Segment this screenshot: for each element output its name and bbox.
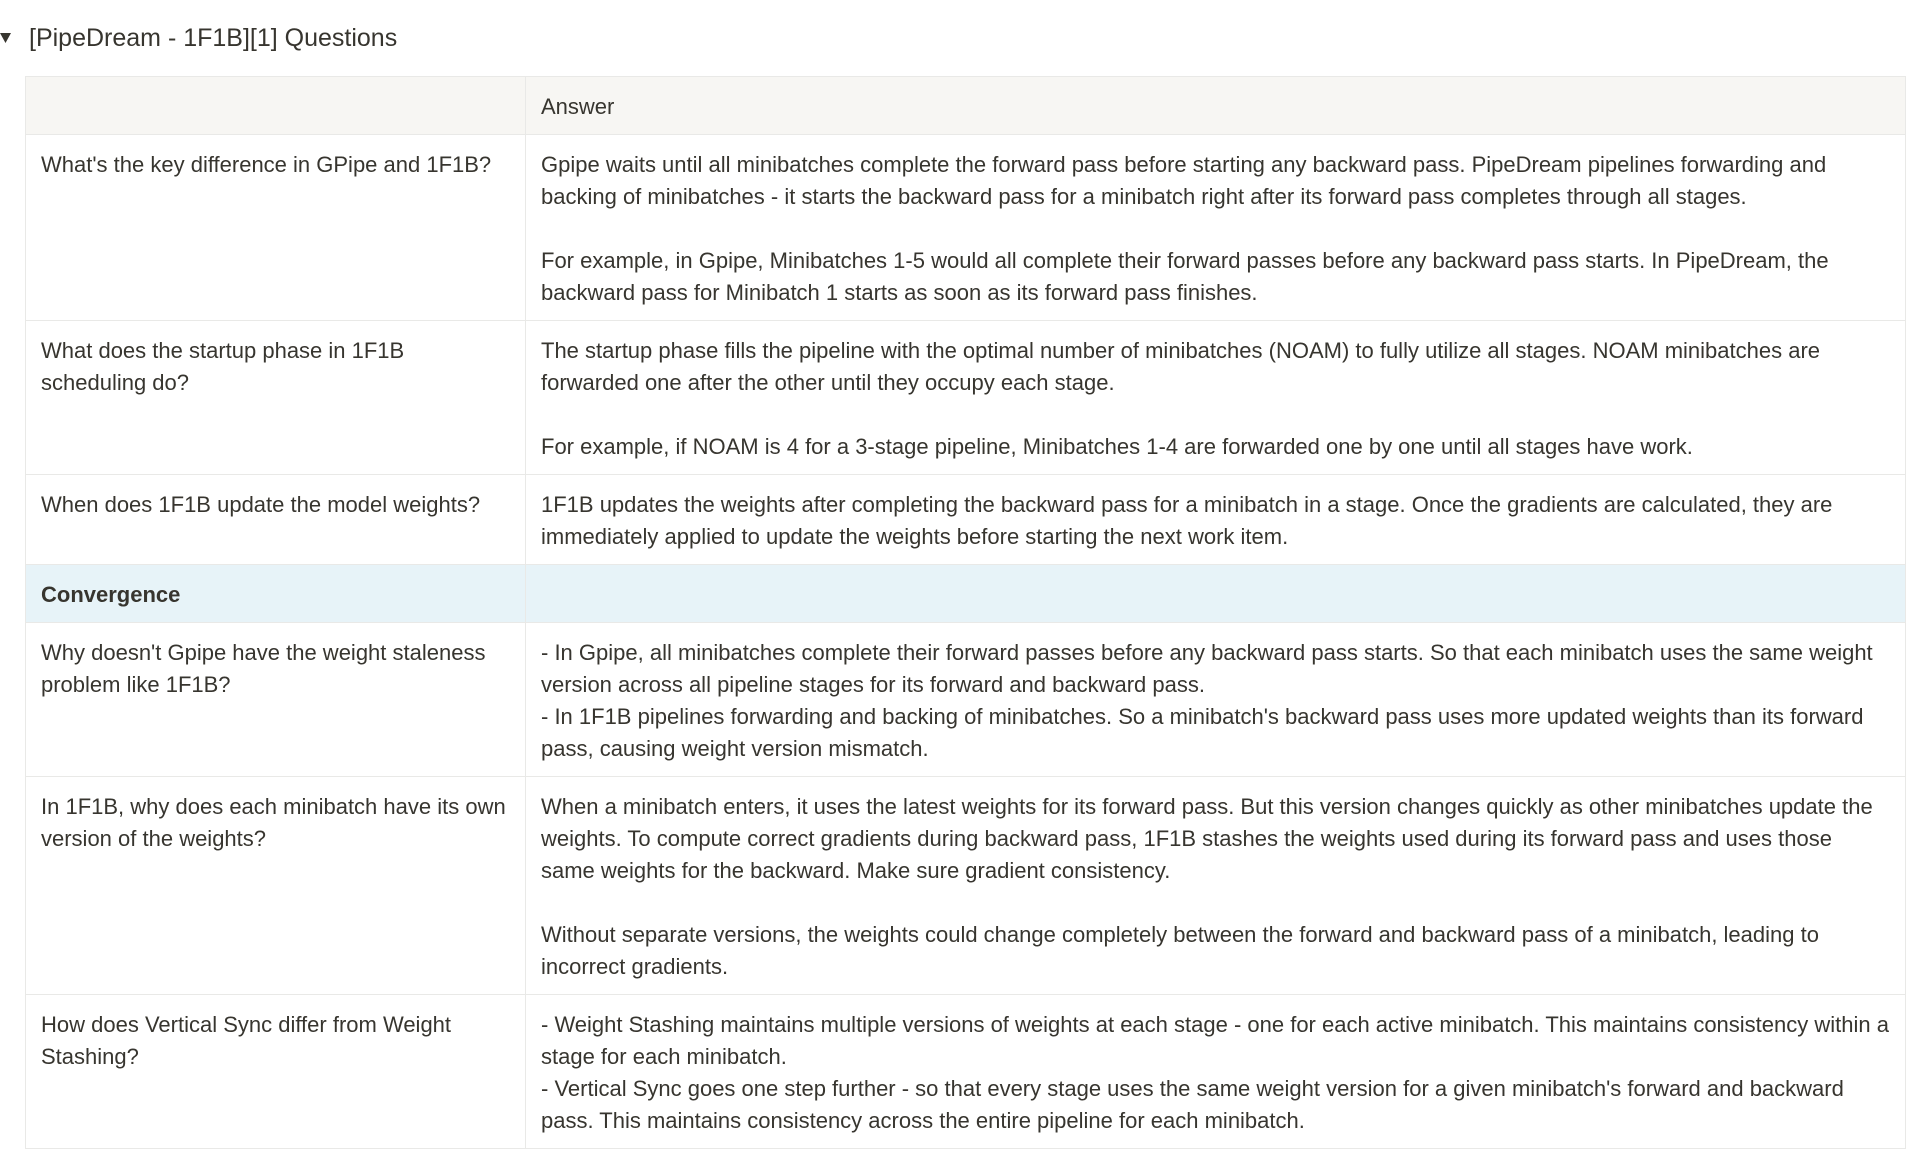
answer-paragraph: Gpipe waits until all minibatches complete the forward pass before starting any backward pass. PipeDream pipelines forwarding and backing of minibatches - it starts the backward pass for a minibatch right after its forward pass completes through all stages. — [541, 152, 1827, 209]
question-cell[interactable]: How does Vertical Sync differ from Weight Stashing? — [26, 995, 526, 1149]
triangle-down-icon — [0, 32, 12, 44]
answer-paragraph: - Weight Stashing maintains multiple versions of weights at each stage - one for each active minibatch. This maintains consistency within a stage for each minibatch. - Vertical Sync goes one step further - so that every stage uses the same weight version for a given minibatch's forward and backward pass. This maintains consistency across the entire pipeline for each minibatch. — [541, 1012, 1889, 1133]
toggle-title[interactable]: [PipeDream - 1F1B][1] Questions — [29, 24, 398, 52]
question-cell[interactable]: What does the startup phase in 1F1B scheduling do? — [26, 321, 526, 475]
header-cell-question[interactable] — [26, 77, 526, 135]
question-cell[interactable]: What's the key difference in GPipe and 1F1B? — [26, 135, 526, 321]
section-empty-cell[interactable] — [526, 565, 1906, 623]
table-header-row — [26, 77, 1906, 135]
answer-paragraph: - In Gpipe, all minibatches complete their forward passes before any backward pass starts. So that each minibatch uses the same weight version across all pipeline stages for its forward and backward pass. - In 1F1B pipelines forwarding and backing of minibatches. So a minibatch's backward pass uses more updated weights than its forward pass, causing weight version mismatch. — [541, 640, 1873, 761]
table-row — [26, 623, 1906, 777]
table-row — [26, 321, 1906, 475]
answer-cell[interactable] — [526, 623, 1906, 777]
answer-cell[interactable] — [526, 135, 1906, 321]
answer-cell[interactable] — [526, 777, 1906, 995]
toggle-block-header — [0, 18, 397, 58]
qa-table-container — [25, 76, 1905, 1149]
table-row — [26, 777, 1906, 995]
answer-paragraph: For example, if NOAM is 4 for a 3-stage pipeline, Minibatches 1-4 are forwarded one by one until all stages have work. — [541, 434, 1693, 459]
answer-cell[interactable] — [526, 475, 1906, 565]
header-cell-answer[interactable]: Answer — [526, 77, 1906, 135]
answer-cell[interactable] — [526, 321, 1906, 475]
table-row — [26, 995, 1906, 1149]
answer-paragraph: 1F1B updates the weights after completing the backward pass for a minibatch in a stage. Once the gradients are calculated, they are immediately applied to update the weights before starting the next work item. — [541, 492, 1833, 549]
toggle-triangle-icon[interactable] — [0, 18, 20, 58]
section-row-convergence — [26, 565, 1906, 623]
table-row — [26, 135, 1906, 321]
answer-cell[interactable] — [526, 995, 1906, 1149]
answer-paragraph: When a minibatch enters, it uses the latest weights for its forward pass. But this version changes quickly as other minibatches update the weights. To compute correct gradients during backward pass, 1F1B stashes the weights used during its forward pass and uses those same weights for the backward. Make sure gradient consistency. — [541, 794, 1873, 883]
answer-paragraph: Without separate versions, the weights could change completely between the forward and backward pass of a minibatch, leading to incorrect gradients. — [541, 922, 1819, 979]
answer-paragraph: The startup phase fills the pipeline with the optimal number of minibatches (NOAM) to fully utilize all stages. NOAM minibatches are forwarded one after the other until they occupy each stage. — [541, 338, 1821, 395]
question-cell[interactable]: Why doesn't Gpipe have the weight staleness problem like 1F1B? — [26, 623, 526, 777]
table-row — [26, 475, 1906, 565]
qa-table — [25, 76, 1906, 1149]
section-heading-cell[interactable]: Convergence — [26, 565, 526, 623]
question-cell[interactable]: When does 1F1B update the model weights? — [26, 475, 526, 565]
answer-paragraph: For example, in Gpipe, Minibatches 1-5 would all complete their forward passes before any backward pass starts. In PipeDream, the backward pass for Minibatch 1 starts as soon as its forward pass finishes. — [541, 248, 1829, 305]
question-cell[interactable]: In 1F1B, why does each minibatch have its own version of the weights? — [26, 777, 526, 995]
